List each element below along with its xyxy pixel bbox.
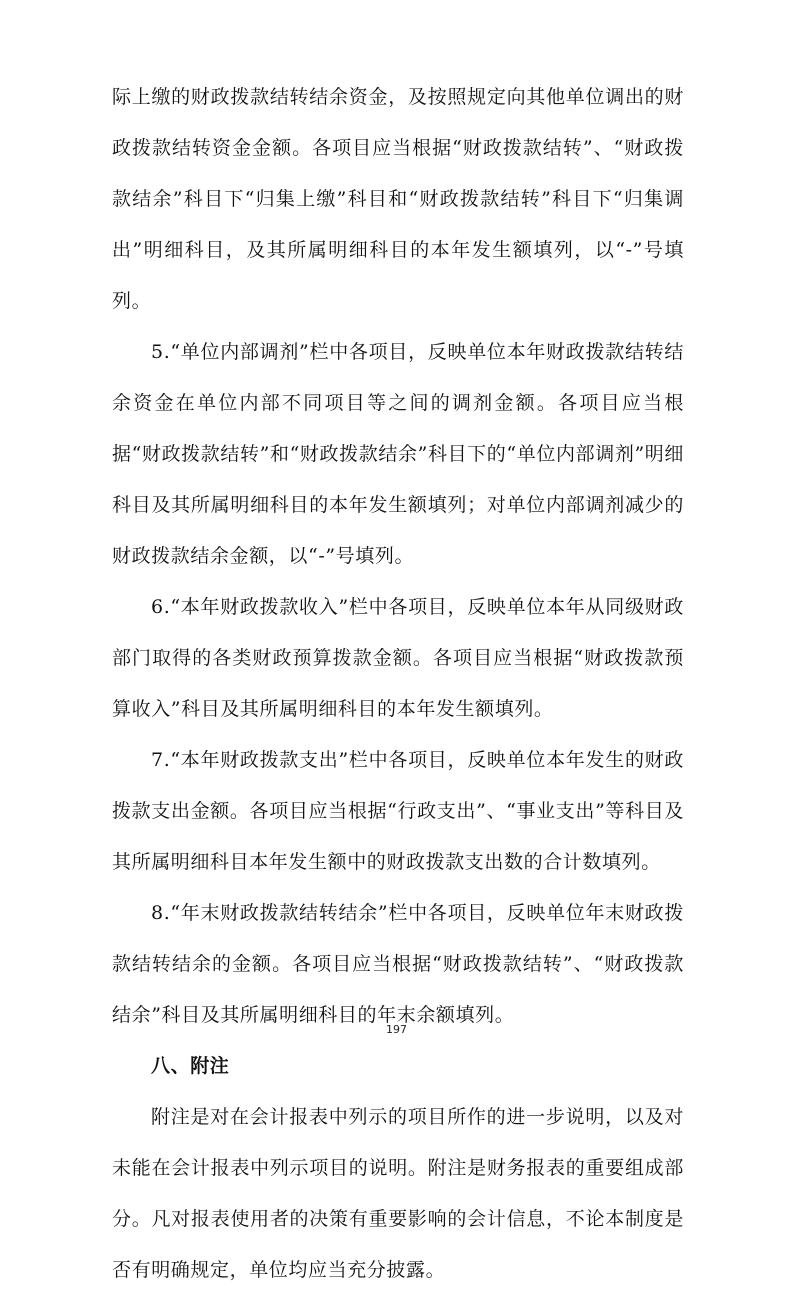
body-text [112,72,684,1296]
section-heading-notes: 八、附注 [151,1055,230,1077]
paragraph-item-8: 8.“年末财政拨款结转结余”栏中各项目，反映单位年末财政拨款结转结余的金额。各项目应当根据“财政拨款结转”、“财政拨款结余”科目及其所属明细科目的年末余额填列。 [112,902,684,1026]
paragraph-item-6: 6.“本年财政拨款收入”栏中各项目，反映单位本年从同级财政部门取得的各类财政预算拨款金额。各项目应当根据“财政拨款预算收入”科目及其所属明细科目的本年发生额填列。 [112,596,684,720]
paragraph-notes: 附注是对在会计报表中列示的项目所作的进一步说明，以及对未能在会计报表中列示项目的说明。附注是财务报表的重要组成部分。凡对报表使用者的决策有重要影响的会计信息，不论本制度是否有明确规定，单位均应当充分披露。 [112,1106,684,1281]
page-number: 197 [386,1023,407,1036]
paragraph-item-5: 5.“单位内部调剂”栏中各项目，反映单位本年财政拨款结转结余资金在单位内部不同项目等之间的调剂金额。各项目应当根据“财政拨款结转”和“财政拨款结余”科目下的“单位内部调剂”明细科目及其所属明细科目的本年发生额填列；对单位内部调剂减少的财政拨款结余金额，以“-”号填列。 [112,341,684,567]
paragraph-item-7: 7.“本年财政拨款支出”栏中各项目，反映单位本年发生的财政拨款支出金额。各项目应当根据“行政支出”、“事业支出”等科目及其所属明细科目本年发生额中的财政拨款支出数的合计数填列。 [112,749,684,873]
paragraph-continuation: 际上缴的财政拨款结转结余资金，及按照规定向其他单位调出的财政拨款结转资金金额。各项目应当根据“财政拨款结转”、“财政拨款结余”科目下“归集上缴”科目和“财政拨款结转”科目下“归集调出”明细科目，及其所属明细科目的本年发生额填列，以“-”号填列。 [112,86,684,312]
